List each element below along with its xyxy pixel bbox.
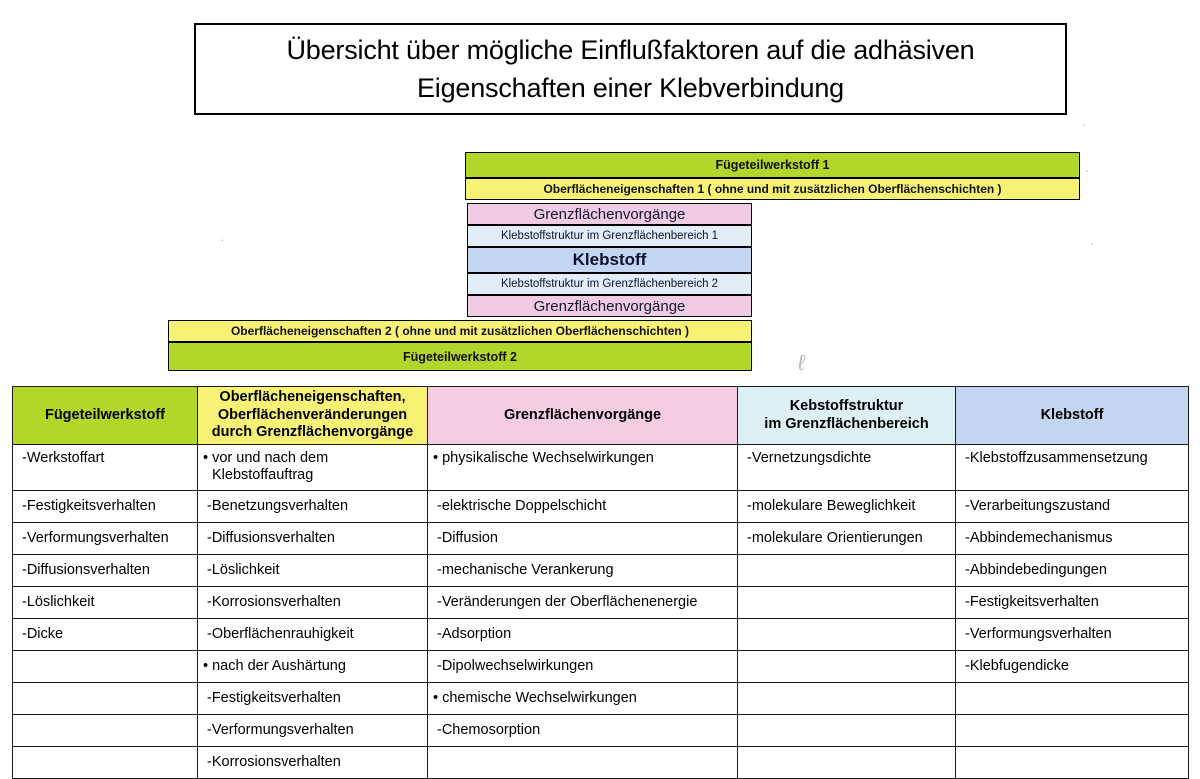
table-row [13,555,1189,587]
layer-label: Fügeteilwerkstoff 2 [403,349,517,364]
cell-oberflaecheneigenschaften: -Löslichkeit [198,555,428,587]
cell-oberflaecheneigenschaften: -Verformungsverhalten [198,715,428,747]
cell-oberflaecheneigenschaften: -Oberflächenrauhigkeit [198,619,428,651]
scan-artifact-mark: · [1090,236,1095,251]
cell-klebstoff: -Abbindemechanismus [956,523,1189,555]
layer-klebstoffstruktur-grenzflaechenbereich-2 [467,273,752,295]
cell-oberflaecheneigenschaften: -Korrosionsverhalten [198,747,428,779]
layer-label: Oberflächeneigenschaften 1 ( ohne und mit zusätzlichen Oberflächenschichten ) [543,182,1002,196]
influence-factors-table [12,386,1189,779]
cell-kebstoffstruktur: -molekulare Orientierungen [738,523,956,555]
cell-fuegeteilwerkstoff: -Verformungsverhalten [13,523,198,555]
cell-klebstoff: -Abbindebedingungen [956,555,1189,587]
header-label-line-1: Oberflächeneigenschaften, [219,389,406,405]
column-header-klebstoff [956,387,1189,445]
scan-artifact-mark: · [1085,163,1090,178]
adhesive-joint-layer-diagram [0,0,1200,380]
table-header-row [13,387,1189,445]
cell-kebstoffstruktur [738,555,956,587]
cell-klebstoff: -Verformungsverhalten [956,619,1189,651]
table-row [13,747,1189,779]
cell-grenzflaechenvorgaenge: • physikalische Wechselwirkungen [428,445,738,491]
table-row [13,715,1189,747]
cell-oberflaecheneigenschaften: • vor und nach dem Klebstoffauftrag [198,445,428,491]
column-header-fuegeteilwerkstoff [13,387,198,445]
cell-fuegeteilwerkstoff: -Werkstoffart [13,445,198,491]
cell-fuegeteilwerkstoff: -Festigkeitsverhalten [13,491,198,523]
cell-grenzflaechenvorgaenge: -elektrische Doppelschicht [428,491,738,523]
layer-label: Fügeteilwerkstoff 1 [715,158,830,172]
cell-fuegeteilwerkstoff: -Diffusionsverhalten [13,555,198,587]
cell-fuegeteilwerkstoff: -Dicke [13,619,198,651]
layer-klebstoffstruktur-grenzflaechenbereich-1 [467,225,752,247]
layer-klebstoff [467,247,752,273]
cell-fuegeteilwerkstoff: -Löslichkeit [13,587,198,619]
cell-klebstoff: -Klebstoffzusammensetzung [956,445,1189,491]
cell-grenzflaechenvorgaenge: -mechanische Verankerung [428,555,738,587]
scan-artifact-mark: · [1082,117,1087,132]
table-row [13,587,1189,619]
layer-label: Grenzflächenvorgänge [533,297,686,315]
cell-klebstoff: -Festigkeitsverhalten [956,587,1189,619]
cell-klebstoff: -Verarbeitungszustand [956,491,1189,523]
cell-kebstoffstruktur [738,683,956,715]
cell-grenzflaechenvorgaenge: -Diffusion [428,523,738,555]
header-label-line-1: Kebstoffstruktur [789,397,904,414]
cell-grenzflaechenvorgaenge: -Dipolwechselwirkungen [428,651,738,683]
table-row [13,491,1189,523]
scan-artifact-mark: ℓ [796,349,807,376]
cell-grenzflaechenvorgaenge: -Adsorption [428,619,738,651]
cell-kebstoffstruktur: -molekulare Beweglichkeit [738,491,956,523]
cell-kebstoffstruktur [738,715,956,747]
cell-grenzflaechenvorgaenge [428,747,738,779]
cell-oberflaecheneigenschaften: -Festigkeitsverhalten [198,683,428,715]
cell-klebstoff [956,715,1189,747]
layer-oberflaecheneigenschaften-1 [465,178,1080,200]
header-label: Grenzflächenvorgänge [503,406,662,423]
header-label-line-2: im Grenzflächenbereich [764,415,929,432]
cell-grenzflaechenvorgaenge: • chemische Wechselwirkungen [428,683,738,715]
cell-kebstoffstruktur [738,619,956,651]
cell-kebstoffstruktur: -Vernetzungsdichte [738,445,956,491]
cell-oberflaecheneigenschaften: -Benetzungsverhalten [198,491,428,523]
cell-fuegeteilwerkstoff [13,683,198,715]
cell-klebstoff [956,683,1189,715]
cell-fuegeteilwerkstoff [13,747,198,779]
layer-label: Klebstoff [572,250,647,269]
table-row [13,523,1189,555]
layer-grenzflaechenvorgaenge-1 [467,203,752,225]
layer-fuegeteilwerkstoff-2 [168,342,752,371]
layer-oberflaecheneigenschaften-2 [168,320,752,342]
scan-artifact-mark: · [220,232,225,247]
cell-grenzflaechenvorgaenge: -Chemosorption [428,715,738,747]
cell-oberflaecheneigenschaften: -Diffusionsverhalten [198,523,428,555]
table-row [13,683,1189,715]
cell-fuegeteilwerkstoff [13,715,198,747]
column-header-oberflaecheneigenschaften [198,387,428,445]
header-label-line-3: durch Grenzflächenvorgänge [211,424,414,441]
cell-kebstoffstruktur [738,651,956,683]
header-label-line-2: Oberflächenveränderungen [217,406,408,423]
cell-klebstoff: -Klebfugendicke [956,651,1189,683]
cell-kebstoffstruktur [738,747,956,779]
page-title-line-2: Eigenschaften einer Klebverbindung [416,73,844,103]
column-header-grenzflaechenvorgaenge [428,387,738,445]
layer-fuegeteilwerkstoff-1 [465,152,1080,178]
column-header-kebstoffstruktur [738,387,956,445]
page-title-line-1: Übersicht über mögliche Einflußfaktoren auf die adhäsiven [286,34,975,65]
layer-grenzflaechenvorgaenge-2 [467,295,752,317]
layer-label: Grenzflächenvorgänge [533,205,686,223]
layer-label: Klebstoffstruktur im Grenzflächenbereich 1 [500,230,719,242]
header-label: Fügeteilwerkstoff [44,406,166,423]
table-row [13,651,1189,683]
table-row [13,445,1189,491]
layer-label: Klebstoffstruktur im Grenzflächenbereich 2 [500,278,719,290]
layer-label: Oberflächeneigenschaften 2 ( ohne und mit zusätzlichen Oberflächenschichten ) [230,324,690,338]
cell-grenzflaechenvorgaenge: -Veränderungen der Oberflächenenergie [428,587,738,619]
cell-kebstoffstruktur [738,587,956,619]
cell-oberflaecheneigenschaften: • nach der Aushärtung [198,651,428,683]
header-label: Klebstoff [1040,406,1104,423]
table-row [13,619,1189,651]
cell-klebstoff [956,747,1189,779]
cell-fuegeteilwerkstoff [13,651,198,683]
cell-oberflaecheneigenschaften: -Korrosionsverhalten [198,587,428,619]
